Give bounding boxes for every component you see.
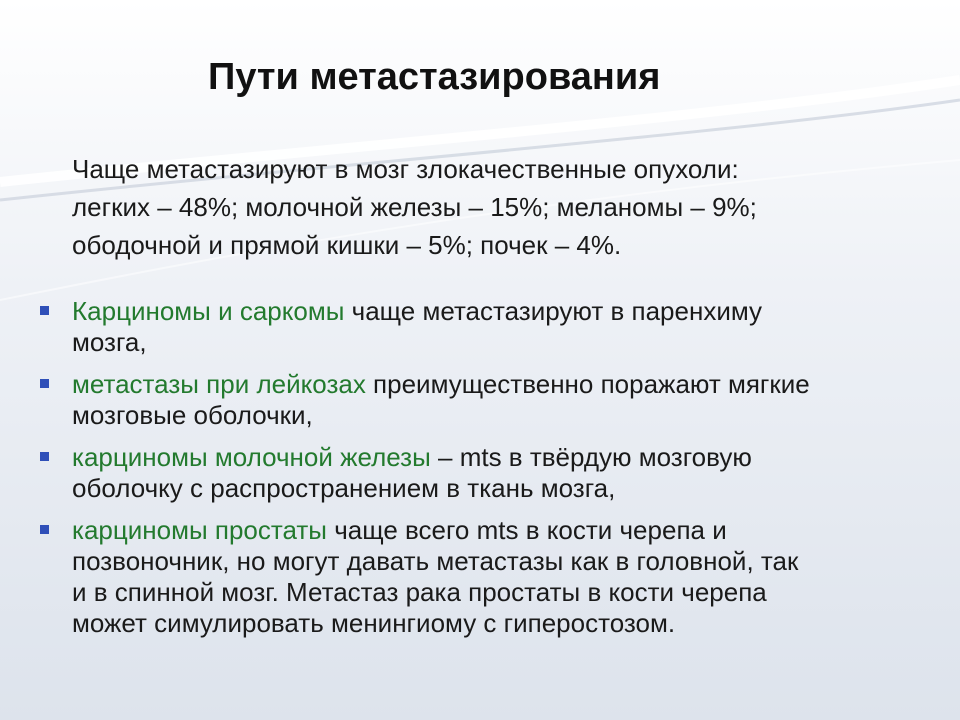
bullet-highlight: метастазы при лейкозах	[72, 369, 366, 399]
bullet-text: преимущественно поражают мягкие	[365, 369, 810, 399]
bullet-item-breast-carcinoma	[40, 442, 940, 504]
bullet-item-carcinomas-sarcomas	[40, 296, 940, 358]
intro-paragraph	[72, 150, 932, 264]
intro-line: ободочной и прямой кишки – 5%; почек – 4%.	[72, 230, 622, 260]
bullet-line: может симулировать менингиому с гиперостозом.	[72, 608, 676, 638]
square-bullet-icon	[40, 525, 49, 534]
bullet-line: мозга,	[72, 327, 147, 357]
bullet-text: чаще всего mts в кости черепа и	[327, 515, 727, 545]
slide-title: Пути метастазирования	[208, 56, 661, 98]
bullet-line	[72, 442, 940, 473]
bullet-highlight: карциномы молочной железы	[72, 442, 431, 472]
bullet-line: позвоночник, но могут давать метастазы как в головной, так	[72, 546, 799, 576]
square-bullet-icon	[40, 306, 49, 315]
bullet-line: мозговые оболочки,	[72, 400, 313, 430]
bullet-highlight: карциномы простаты	[72, 515, 327, 545]
square-bullet-icon	[40, 452, 49, 461]
bullet-line	[72, 515, 940, 546]
bullet-item-leukemia	[40, 369, 940, 431]
intro-line: Чаще метастазируют в мозг злокачественные опухоли:	[72, 154, 739, 184]
bullet-highlight: Карциномы и саркомы	[72, 296, 345, 326]
bullet-list	[40, 296, 940, 650]
bullet-text: – mts в твёрдую мозговую	[430, 442, 752, 472]
bullet-text: чаще метастазируют в паренхиму	[344, 296, 763, 326]
bullet-line	[72, 369, 940, 400]
bullet-item-prostate-carcinoma	[40, 515, 940, 639]
square-bullet-icon	[40, 379, 49, 388]
bullet-line: и в спинной мозг. Метастаз рака простаты в кости черепа	[72, 577, 767, 607]
intro-line: легких – 48%; молочной железы – 15%; меланомы – 9%;	[72, 192, 757, 222]
bullet-line	[72, 296, 940, 327]
bullet-line: оболочку с распространением в ткань мозга,	[72, 473, 616, 503]
